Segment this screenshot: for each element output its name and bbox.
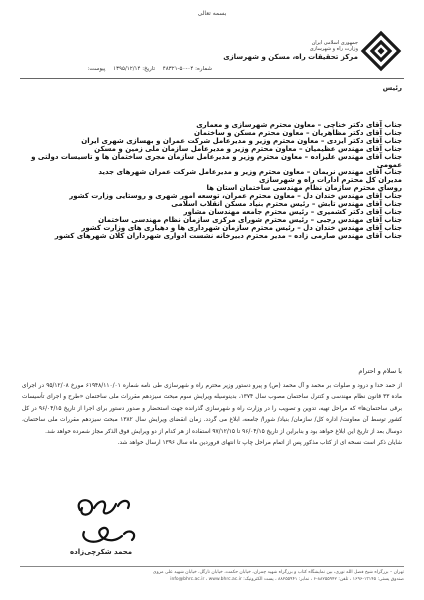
handwritten-signature bbox=[60, 488, 160, 568]
recipient-item: روسای محترم سازمان نظام مهندسی ساختمان استان ها bbox=[206, 184, 402, 193]
recipient-item: مدیران کل محترم ادارات راه و شهرسازی bbox=[259, 176, 402, 185]
recipient-item: جناب آقای مهندس خندان دل – رئیس محترم سازمان شهرداری ها و دهیاری های وزارت کشور bbox=[81, 223, 402, 232]
letter-number: شماره: ۰۴-۵۰-۴۸۳۲۱ bbox=[162, 66, 212, 72]
recipient-item: جناب آقای دکتر خناچی – معاون محترم شهرسازی و معماری bbox=[196, 121, 402, 129]
header-divider bbox=[20, 78, 404, 79]
recipient-item: جناب آقای دکتر مظاهریان – معاون محترم مسکن و ساختمان bbox=[194, 128, 402, 137]
body-paragraph: شایان ذکر است نسخه ای از کتاب مذکور پس از اتمام مراحل چاپ تا انتهای فروردین ماه سال ۱۳۹۶ ارسال خواهد شد. bbox=[117, 440, 402, 447]
recipient-item: جناب آقای مهندس صارمی زاده – مدیر محترم دبیرخانه نشست ادواری شهرداران کلان شهرهای کشور bbox=[54, 231, 402, 240]
signer-name: محمد شکرچی‌زاده bbox=[70, 548, 133, 556]
org-ministry: وزارت راه و شهرسازی bbox=[309, 46, 358, 52]
greeting: با سلام و احترام bbox=[358, 367, 402, 375]
letter-date: تاریخ: ۱۳۹۵/۱۲/۱۴ bbox=[113, 66, 156, 72]
letter-footer bbox=[20, 569, 404, 583]
footer-divider bbox=[20, 566, 404, 567]
footer-contact: صندوق پستی: ۱۳۱۴۵-۱۶۹۶ ، تلفن: ۸۸۲۵۵۹۴۲-۶ ، نمابر: ۸۸۲۵۵۹۴۱ ، پست الکترونیک: info@bhrc.ac.ir ، www.bhrc.ac.ir bbox=[170, 577, 404, 582]
letter-attachment: پیوست: bbox=[87, 66, 106, 72]
recipient-item: جناب آقای مهندس علیزاده – معاون محترم وزیر و مدیرعامل سازمان مجری ساختمان ها و تاسیسات دولتی و عمومی bbox=[31, 152, 402, 169]
recipient-item: جناب آقای دکتر کشمیری – رئیس محترم جامعه مهندسان مشاور bbox=[183, 207, 402, 216]
footer-address: تهران – بزرگراه شیخ فضل الله نوری، بین نمایشگاه کتاب و بزرگراه شهید چمران، خیابان حکمت، خیابان نارگل، خیابان شهید علی مروی bbox=[152, 570, 404, 575]
organization-header bbox=[208, 40, 358, 61]
recipient-item: جناب آقای مهندس عظیمیان – معاون محترم وزیر و مدیرعامل سازمان ملی زمین و مسکن bbox=[94, 144, 402, 153]
recipient-item: جناب آقای مهندس تابش – رئیس محترم بنیاد مسکن انقلاب اسلامی bbox=[171, 200, 402, 209]
salutation: رئیس bbox=[382, 84, 402, 92]
letter-body bbox=[22, 381, 402, 449]
basmala: بسمه تعالی bbox=[197, 10, 227, 17]
org-name: مرکز تحقیقات راه، مسکن و شهرسازی bbox=[223, 53, 358, 61]
recipient-item: جناب آقای دکتر ایزدی – معاون محترم وزیر و مدیرعامل شرکت عمران و بهسازی شهری ایران bbox=[81, 136, 402, 145]
bhrc-logo-icon bbox=[360, 30, 402, 72]
recipient-item: جناب آقای مهندس رجبی – رئیس محترم شورای مرکزی سازمان نظام مهندسی ساختمان bbox=[98, 215, 402, 224]
org-country: جمهوری اسلامی ایران bbox=[311, 40, 358, 46]
recipient-item: جناب آقای مهندس نریمان – معاون محترم وزیر و مدیرعامل شرکت عمران شهرهای جدید bbox=[98, 168, 402, 177]
recipient-item: جناب آقای مهندس خندان دل – معاون محترم عمران، توسعه امور شهری و روستایی وزارت کشور bbox=[69, 192, 402, 201]
recipient-list bbox=[22, 122, 402, 241]
body-paragraph: از حمد خدا و درود و صلوات بر محمد و آل محمد (ص) و پیرو دستور وزیر محترم راه و شهرسازی طی نامه شماره ۶۱۹۴۸/۱۱۰/۰۱ مورخ ۹۵/۱۲/۰۸ در اجرای ماده ۳۳ قانون نظام مهندسی و کنترل ساختمان مصوب سال ۱۳۷۴، بدینوسیله ویرایش سوم مبحث سیزدهم مقررات ملی ساختمان «طرح و اجرای تأسیسات برقی ساختمان‌ها» که مراحل تهیه، تدوین و تصویب را در وزارت راه و شهرسازی گذرانده جهت استحضار و صدور دستور برای اجرا از تاریخ ۹۶/۰۴/۱۵ در کل کشور توسط آن معاونت/ اداره کل/ سازمان/ بنیاد/ شورا/ جامعه، ابلاغ می گردد. زمان انقضای ویرایش سال ۱۳۸۲ مبحث سیزدهم مقررات ملی ساختمان، دوسال بعد از تاریخ این ابلاغ خواهد بود و بنابراین از تاریخ ۹۶/۰۴/۱۵ تا ۹۷/۱۲/۱۵ استفاده از هر کدام از دو ویرایش فوق الذکر مجاز شمرده خواهد شد. bbox=[22, 383, 403, 435]
letter-meta bbox=[22, 66, 212, 72]
